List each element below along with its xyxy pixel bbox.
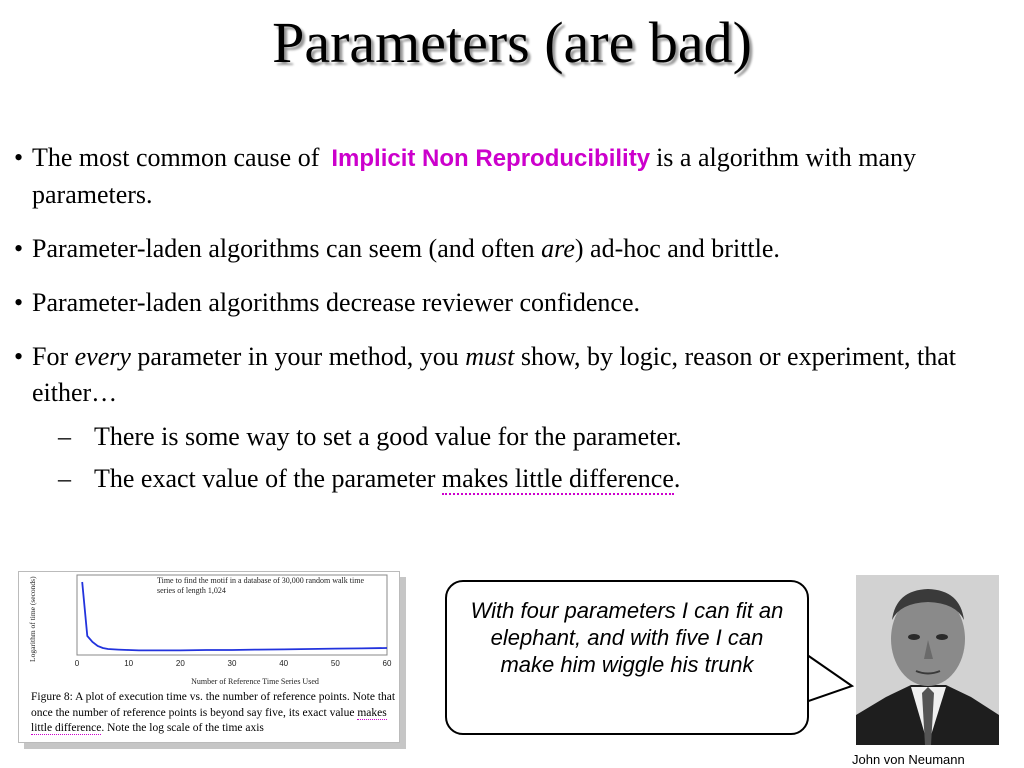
x-tick-group [75, 659, 392, 668]
sub-bullet-item [14, 461, 1019, 497]
x-tick-label: 10 [124, 659, 134, 668]
sub-bullet-dash: – [58, 422, 71, 451]
x-tick-label: 60 [382, 659, 392, 668]
highlight-term: Implicit Non Reproducibility [331, 145, 651, 172]
bullet-item [14, 285, 1019, 321]
bullet-text: Parameter-laden algorithms decrease reviewer confidence. [32, 288, 640, 317]
y-axis-label: Logarithm of time (seconds) [28, 576, 37, 662]
emphasis-text: every [74, 342, 131, 371]
bullet-dot: • [14, 288, 24, 317]
bullet-text: Parameter-laden algorithms can seem (and often [32, 234, 542, 263]
sub-bullet-text: There is some way to set a good value for the parameter. [94, 422, 682, 451]
photo-caption: John von Neumann [852, 752, 965, 767]
bullet-text: ) ad-hoc and brittle. [574, 234, 780, 263]
bullet-dot: • [14, 234, 24, 263]
emphasis-text: must [465, 342, 515, 371]
x-axis-label: Number of Reference Time Series Used [191, 677, 319, 686]
x-tick-label: 50 [330, 659, 340, 668]
bullet-dot: • [14, 342, 24, 371]
x-tick-label: 30 [227, 659, 237, 668]
x-tick-label: 40 [279, 659, 289, 668]
slide-title: Parameters (are bad) [272, 10, 752, 75]
sub-bullet-dash: – [58, 464, 71, 493]
bullet-item [14, 231, 1019, 267]
bullet-text: is a algorithm with many parameters. [32, 143, 917, 209]
quote-text: With four parameters I can fit an elephant, and with five I can make him wiggle his trunk [470, 598, 784, 677]
caption-text-end: . Note the log scale of the time axis [101, 722, 264, 734]
bullet-text: The most common cause of [32, 143, 320, 172]
chart-annotation-box [157, 576, 383, 606]
figure-panel [18, 571, 400, 743]
sub-bullet-text: . [673, 464, 681, 493]
emphasis-text: are [541, 234, 575, 263]
bullet-dot: • [14, 143, 24, 172]
bullet-item [14, 140, 1019, 213]
caption-text: Figure 8: A plot of execution time vs. the number of reference points. Note that once the number of reference points is beyond say five, its exact value [31, 691, 396, 719]
bullet-text: show, by logic, reason or experiment, that either… [32, 342, 956, 407]
bullet-text: parameter in your method, you [130, 342, 466, 371]
sub-bullet-item [14, 419, 1019, 455]
x-tick-label: 20 [175, 659, 185, 668]
x-tick-label: 0 [74, 659, 80, 668]
caption-underlined: makes little difference [31, 706, 387, 734]
bullet-list [14, 140, 1019, 503]
portrait-photo [856, 575, 999, 745]
line-chart [19, 572, 399, 690]
sub-bullet-text: The exact value of the parameter [94, 464, 442, 493]
underlined-phrase: makes little difference [441, 464, 674, 493]
bullet-text: For [32, 342, 75, 371]
chart-annotation: Time to find the motif in a database of 30,000 random walk time series of length 1,024 [157, 576, 364, 595]
figure-caption [31, 690, 397, 737]
bullet-item [14, 339, 1019, 411]
